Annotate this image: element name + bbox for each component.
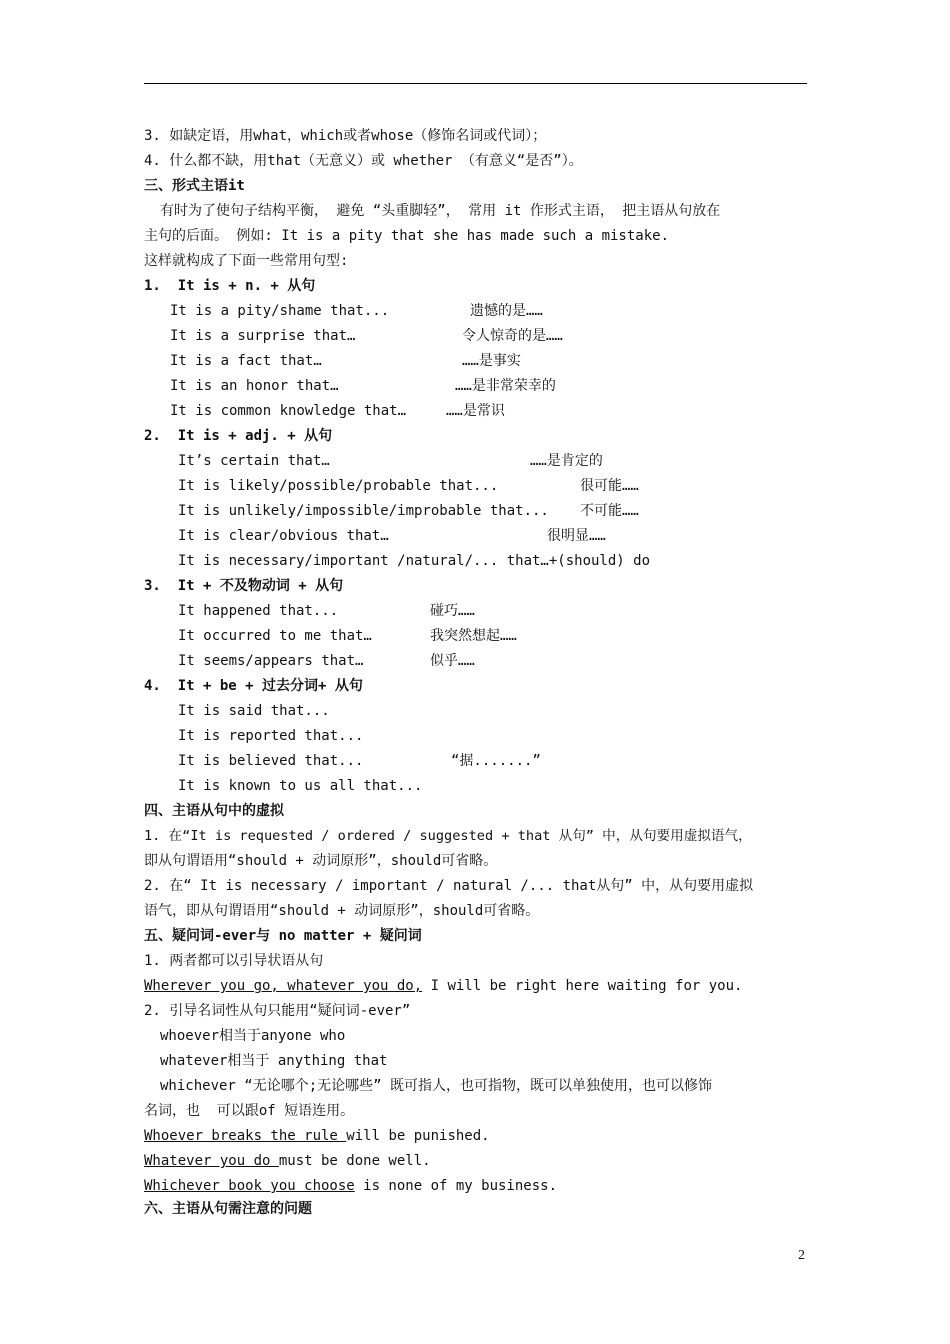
text-line: whichever “无论哪个;无论哪些” 既可指人，也可指物，既可以单独使用，也可以修饰 — [160, 1078, 713, 1094]
example-sentence — [144, 1126, 490, 1146]
header-rule — [144, 83, 807, 84]
pattern-translation: ……是常识 — [446, 403, 505, 419]
sentence-rest: I will be right here waiting for you. — [422, 978, 743, 994]
pattern-heading: 1. It is + n. + 从句 — [144, 278, 316, 294]
text-line: 主句的后面。 例如: It is a pity that she has made such a mistake. — [144, 228, 670, 244]
pattern-translation: 不可能…… — [580, 503, 639, 519]
example-sentence — [144, 1176, 557, 1196]
pattern-example: It is common knowledge that… — [170, 403, 407, 419]
pattern-translation: 很明显…… — [547, 528, 606, 544]
pattern-example: It is a pity/shame that... — [170, 303, 390, 319]
example-sentence — [144, 1151, 431, 1171]
pattern-example: It is necessary/important /natural/... that…+(should) do — [178, 553, 651, 569]
text-line: 名词，也 可以跟of 短语连用。 — [144, 1103, 355, 1119]
pattern-example: It’s certain that… — [178, 453, 330, 469]
pattern-example: It is believed that... — [178, 753, 364, 769]
sentence-rest: is none of my business. — [354, 1178, 558, 1194]
text-line: 有时为了使句子结构平衡， 避免 “头重脚轻”， 常用 it 作形式主语， 把主语从句放在 — [160, 203, 721, 219]
pattern-translation: 碰巧…… — [430, 603, 475, 619]
text-line: whoever相当于anyone who — [160, 1028, 346, 1044]
page-number: 2 — [798, 1248, 805, 1263]
text-line: 语气，即从句谓语用“should + 动词原形”，should可省略。 — [144, 903, 540, 919]
underlined-clause: Whatever you do — [144, 1153, 279, 1169]
pattern-example: It happened that... — [178, 603, 339, 619]
section-heading: 五、疑问词-ever与 no matter + 疑问词 — [144, 928, 422, 944]
pattern-translation: ……是非常荣幸的 — [455, 378, 556, 394]
pattern-example: It is reported that... — [178, 728, 364, 744]
pattern-example: It is said that... — [178, 703, 330, 719]
pattern-translation: 很可能…… — [580, 478, 639, 494]
text-line: 2. 在“ It is necessary / important / natural /... that从句” 中，从句要用虚拟 — [144, 878, 754, 894]
sentence-rest: must be done well. — [278, 1153, 431, 1169]
underlined-clause: Whichever book you choose — [144, 1178, 355, 1194]
text-line: 这样就构成了下面一些常用句型: — [144, 253, 349, 269]
pattern-example: It seems/appears that… — [178, 653, 364, 669]
text-line: 2. 引导名词性从句只能用“疑问词-ever” — [144, 1003, 411, 1019]
pattern-translation: “据.......” — [451, 753, 541, 769]
section-heading: 六、主语从句需注意的问题 — [144, 1201, 312, 1217]
pattern-example: It is likely/possible/probable that... — [178, 478, 499, 494]
pattern-translation: ……是肯定的 — [530, 453, 603, 469]
text-line: 4. 什么都不缺，用that（无意义）或 whether （有意义“是否”）。 — [144, 153, 583, 169]
pattern-example: It occurred to me that… — [178, 628, 372, 644]
sentence-rest: will be punished. — [346, 1128, 490, 1144]
pattern-example: It is a fact that… — [170, 353, 322, 369]
pattern-translation: 我突然想起…… — [430, 628, 517, 644]
section-heading: 三、形式主语it — [144, 178, 245, 194]
pattern-example: It is a surprise that… — [170, 328, 356, 344]
pattern-example: It is known to us all that... — [178, 778, 423, 794]
text-line: 1. 两者都可以引导状语从句 — [144, 953, 324, 969]
section-heading: 四、主语从句中的虚拟 — [144, 803, 284, 819]
pattern-example: It is an honor that… — [170, 378, 339, 394]
pattern-translation: 遗憾的是…… — [470, 303, 543, 319]
text-line: 3. 如缺定语，用what，which或者whose（修饰名词或代词）； — [144, 128, 547, 144]
pattern-example: It is clear/obvious that… — [178, 528, 389, 544]
pattern-heading: 2. It is + adj. + 从句 — [144, 428, 333, 444]
pattern-translation: ……是事实 — [462, 353, 521, 369]
underlined-clause: Whoever breaks the rule — [144, 1128, 347, 1144]
example-sentence — [144, 976, 742, 996]
pattern-example: It is unlikely/impossible/improbable that... — [178, 503, 549, 519]
underlined-clause: Wherever you go, whatever you do, — [144, 978, 423, 994]
text-line: whatever相当于 anything that — [160, 1053, 388, 1069]
pattern-translation: 似乎…… — [430, 653, 475, 669]
text-line: 1. 在“It is requested / ordered / suggested + that 从句” 中，从句要用虚拟语气， — [144, 828, 752, 844]
pattern-translation: 令人惊奇的是…… — [462, 328, 563, 344]
pattern-heading: 4. It + be + 过去分词+ 从句 — [144, 678, 363, 694]
pattern-heading: 3. It + 不及物动词 + 从句 — [144, 578, 344, 594]
text-line: 即从句谓语用“should + 动词原形”，should可省略。 — [144, 853, 498, 869]
